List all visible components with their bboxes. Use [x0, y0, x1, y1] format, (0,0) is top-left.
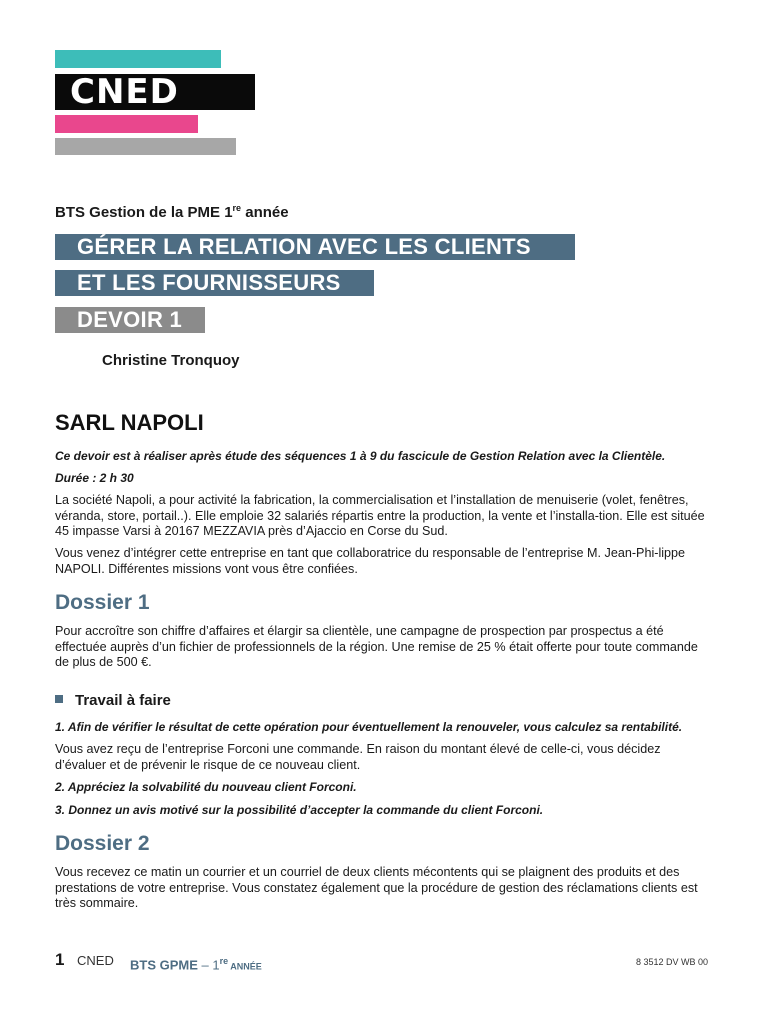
logo-bar-pink: [55, 115, 198, 133]
question-3: 3. Donnez un avis motivé sur la possibilité d’accepter la commande du client Forconi.: [55, 803, 544, 817]
title-line-3: DEVOIR 1: [55, 307, 205, 333]
logo-bar-teal: [55, 50, 221, 68]
task-heading: Travail à faire: [55, 692, 171, 710]
intro-paragraph-2: Vous venez d’intégrer cette entreprise en tant que collaboratrice du responsable de l’entreprise M. Jean-Phi-lippe NAPOLI. Différentes missions vont vous être confiées.: [55, 546, 686, 576]
footer-course: BTS GPME – 1re ANNÉE: [130, 956, 262, 973]
dossier-1-heading: Dossier 1: [55, 591, 150, 614]
dossier-2-text: Vous recevez ce matin un courrier et un courriel de deux clients mécontents qui se plaignent des produits et des prestations de votre entreprise. Vous constatez également que la procédure de gestion des réclamations clients est très sommaire.: [55, 865, 698, 910]
question-2: 2. Appréciez la solvabilité du nouveau client Forconi.: [55, 780, 357, 794]
square-bullet-icon: [55, 695, 63, 703]
cned-logo-text: CNED: [70, 72, 179, 112]
intro-paragraph-1: La société Napoli, a pour activité la fabrication, la commercialisation et l’installation de menuiserie (volet, fenêtres, véranda, store, portail..). Elle emploie 32 salariés répartis entre la production, la vente et l’installa-tion. Elle est située 45 impasse Varsi à 20167 MEZZAVIA près d’Ajaccio en Corse du Sud.: [55, 493, 705, 538]
page-number: 1: [55, 950, 65, 969]
instruction-text: Ce devoir est à réaliser après étude des séquences 1 à 9 du fascicule de Gestion Relation avec la Clientèle.: [55, 449, 666, 463]
dossier-2-heading: Dossier 2: [55, 832, 150, 855]
author-name: Christine Tronquoy: [102, 352, 240, 369]
dossier-1-text-2: Vous avez reçu de l’entreprise Forconi une commande. En raison du montant élevé de celle-ci, vous décidez d’évaluer et de prévenir le risque de ce nouveau client.: [55, 742, 661, 772]
footer-brand: CNED: [77, 953, 114, 968]
title-line-1: GÉRER LA RELATION AVEC LES CLIENTS: [55, 234, 575, 260]
document-code: 8 3512 DV WB 00: [635, 957, 708, 967]
course-name: BTS Gestion de la PME 1re année: [55, 203, 289, 221]
title-line-2: ET LES FOURNISSEURS: [55, 270, 374, 296]
question-1: 1. Afin de vérifier le résultat de cette opération pour éventuellement la renouveler, vous calculez sa rentabilité.: [55, 720, 683, 734]
duration-text: Durée : 2 h 30: [55, 471, 134, 485]
dossier-1-text: Pour accroître son chiffre d’affaires et élargir sa clientèle, une campagne de prospection par prospectus a été effectuée auprès d’un fichier de professionnels de la région. Une remise de 25 % était offerte pour toute commande de plus de 500 €.: [55, 624, 698, 669]
logo-bar-gray: [55, 138, 236, 155]
company-heading: SARL NAPOLI: [55, 410, 204, 435]
